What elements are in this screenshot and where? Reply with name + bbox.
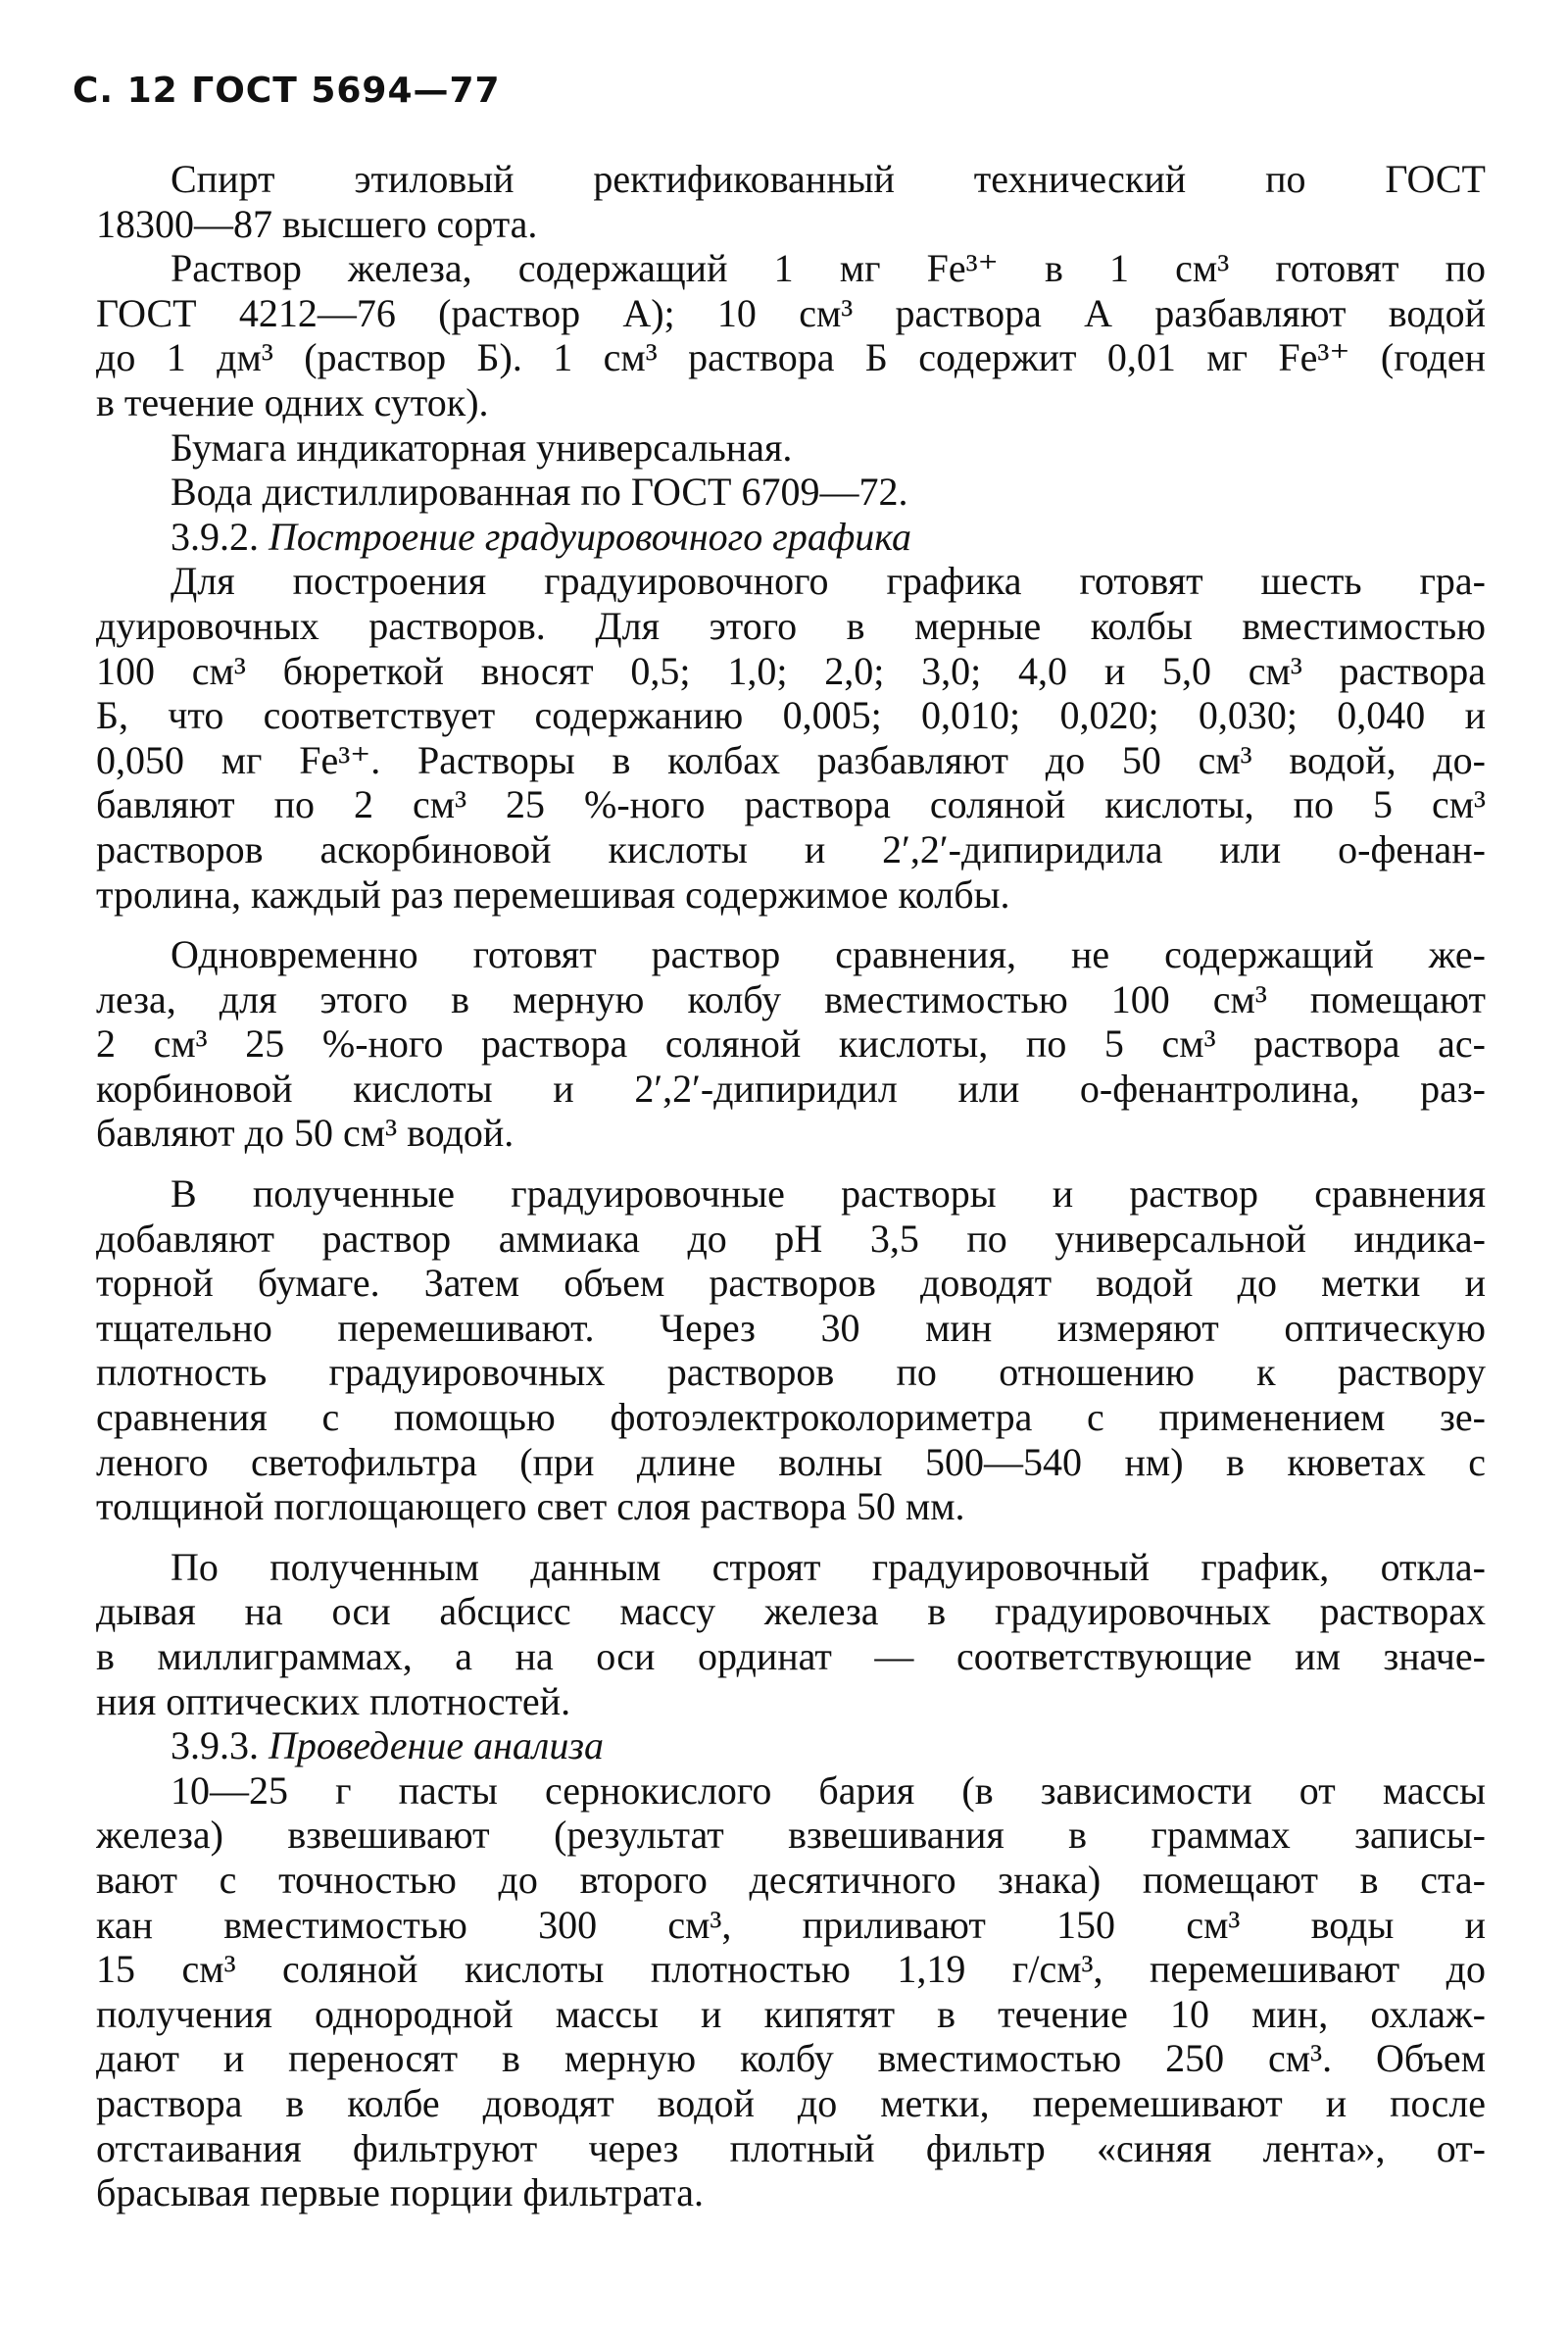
text-line: получения однородной массы и кипятят в течение 10 мин, охлаж- [96, 1991, 1486, 2036]
text-line: тщательно перемешивают. Через 30 мин измеряют оптическую [96, 1305, 1486, 1350]
section-number: 3.9.3. [171, 1723, 259, 1768]
text-line: добавляют раствор аммиака до pH 3,5 по универсальной индика- [96, 1216, 1486, 1261]
body-text [96, 157, 1486, 2215]
text-line: кан вместимостью 300 см³, приливают 150 см³ воды и [96, 1902, 1486, 1947]
section-title: Проведение анализа [269, 1723, 604, 1768]
text-line: В полученные градуировочные растворы и раствор сравнения [171, 1171, 1486, 1217]
section-title: Построение градуировочного графика [269, 514, 911, 559]
text-line: По полученным данным строят градуировочный график, откла- [171, 1544, 1486, 1589]
text-line: Для построения градуировочного графика готовят шесть гра- [171, 559, 1486, 604]
section-heading [96, 1723, 1486, 1768]
section-number: 3.9.2. [171, 514, 259, 559]
text-line: 2 см³ 25 %-ного раствора соляной кислоты, по 5 см³ раствора ас- [96, 1021, 1486, 1067]
text-line: Бумага индикаторная универсальная. [171, 424, 793, 470]
text-line: 0,050 мг Fe³⁺. Растворы в колбах разбавляют до 50 см³ водой, до- [96, 737, 1486, 782]
text-line: дывая на оси абсцисс массу железа в градуировочных растворах [96, 1589, 1486, 1634]
text-line: ния оптических плотностей. [96, 1678, 571, 1723]
text-line: растворов аскорбиновой кислоты и 2′,2′-дипиридила или о-фенан- [96, 826, 1486, 871]
text-line: 10—25 г пасты сернокислого бария (в зависимости от массы [171, 1767, 1486, 1813]
text-line: в течение одних суток). [96, 379, 489, 424]
text-line: сравнения с помощью фотоэлектроколориметра с применением зе- [96, 1395, 1486, 1440]
text-line: корбиновой кислоты и 2′,2′-дипиридил или о-фенантролина, раз- [96, 1066, 1486, 1111]
text-line: 15 см³ соляной кислоты плотностью 1,19 г/см³, перемешивают до [96, 1947, 1486, 1992]
text-line: леза, для этого в мерную колбу вместимостью 100 см³ помещают [96, 976, 1486, 1021]
text-line: тролина, каждый раз перемешивая содержимое колбы. [96, 871, 1010, 917]
text-line: бавляют по 2 см³ 25 %-ного раствора соляной кислоты, по 5 см³ [96, 782, 1486, 827]
text-line: толщиной поглощающего свет слоя раствора 50 мм. [96, 1484, 965, 1529]
text-line: в миллиграммах, а на оси ординат — соответствующие им значе- [96, 1634, 1486, 1678]
text-line: Вода дистиллированная по ГОСТ 6709—72. [171, 470, 908, 515]
text-line: Раствор железа, содержащий 1 мг Fe³⁺ в 1 см³ готовят по [171, 246, 1486, 291]
text-line: ГОСТ 4212—76 (раствор А); 10 см³ раствора А разбавляют водой [96, 290, 1486, 335]
text-line: Б, что соответствует содержанию 0,005; 0,010; 0,020; 0,030; 0,040 и [96, 693, 1486, 738]
text-line: дуировочных растворов. Для этого в мерные колбы вместимостью [96, 603, 1486, 648]
text-line: бавляют до 50 см³ водой. [96, 1111, 514, 1156]
text-line: дают и переносят в мерную колбу вместимостью 250 см³. Объем [96, 2036, 1486, 2081]
text-line: брасывая первые порции фильтрата. [96, 2170, 704, 2215]
text-line: плотность градуировочных растворов по отношению к раствору [96, 1350, 1486, 1395]
text-line: вают с точностью до второго десятичного знака) помещают в ста- [96, 1857, 1486, 1902]
text-line: 18300—87 высшего сорта. [96, 201, 538, 246]
text-line: Спирт этиловый ректификованный технический по ГОСТ [171, 157, 1486, 201]
text-line: железа) взвешивают (результат взвешивания в граммах записы- [96, 1813, 1486, 1858]
text-line: леного светофильтра (при длине волны 500—540 нм) в кюветах с [96, 1439, 1486, 1484]
text-line: раствора в колбе доводят водой до метки, перемешивают и после [96, 2080, 1486, 2125]
text-line: Одновременно готовят раствор сравнения, не содержащий же- [171, 932, 1486, 977]
text-line: 100 см³ бюреткой вносят 0,5; 1,0; 2,0; 3,0; 4,0 и 5,0 см³ раствора [96, 648, 1486, 693]
text-line: до 1 дм³ (раствор Б). 1 см³ раствора Б содержит 0,01 мг Fe³⁺ (годен [96, 335, 1486, 380]
text-line: отстаивания фильтруют через плотный фильтр «синяя лента», от- [96, 2125, 1486, 2170]
text-line: торной бумаге. Затем объем растворов доводят водой до метки и [96, 1261, 1486, 1306]
running-head: С. 12 ГОСТ 5694—77 [73, 71, 501, 111]
section-heading [96, 515, 1486, 560]
